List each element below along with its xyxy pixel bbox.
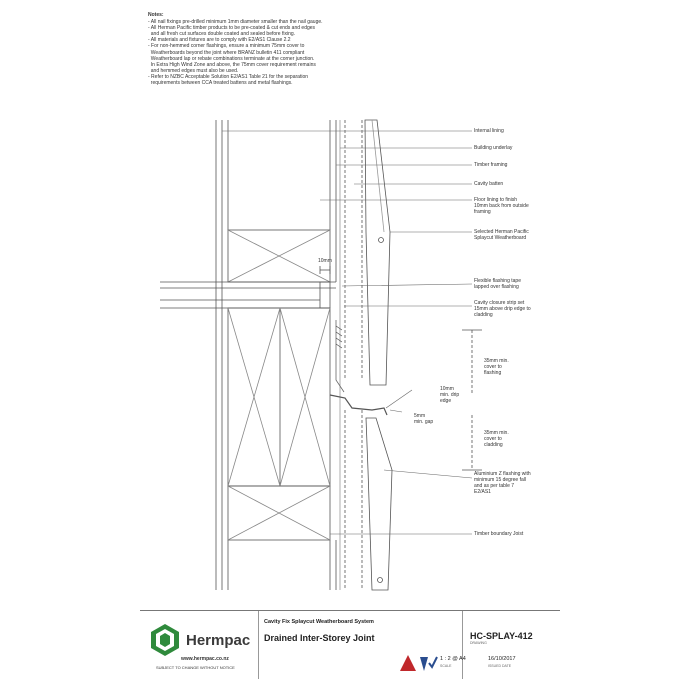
label-boundary-joist: Timber boundary Joist [474, 531, 524, 537]
issued-date: 16/10/2017 [488, 656, 516, 662]
label-floor-lining: Floor lining to finish 10mm back from outside framing [474, 197, 529, 215]
label-building-underlay: Building underlay [474, 145, 513, 151]
scale-value: 1 : 2 @ A4 [440, 656, 466, 662]
scale-caption: SCALE [440, 664, 452, 668]
label-cavity-batten: Cavity batten [474, 181, 504, 187]
note-line: - Refer to NZBC Acceptable Solution E2/AS1 Table 21 for the separation [148, 73, 308, 80]
drawing-number: HC-SPLAY-412 [470, 631, 533, 641]
nail-fixing [379, 238, 384, 243]
notes-title: Notes: [148, 12, 164, 18]
upper-weatherboard [365, 120, 390, 385]
drawing-title: Drained Inter-Storey Joint [264, 633, 375, 643]
title-block [140, 610, 560, 679]
label-drip-edge: 10mm min. drip edge [440, 386, 460, 404]
brand-website: www.hermpac.co.nz [181, 656, 229, 662]
brand-block [148, 621, 276, 677]
drawing-number-caption: DRAWING [470, 641, 487, 645]
note-line: - For non-hemmed corner flashings, ensure a minimum 75mm cover to [148, 43, 305, 50]
note-line: - All Herman Pacific timber products to be pre-coated & cut ends and edges [148, 25, 316, 32]
label-cover-cladding: 35mm min. cover to cladding [484, 430, 509, 448]
brand-name: Hermpac [186, 632, 251, 649]
note-line: Weatherboards beyond the joint where BRANZ bulletin 411 compliant [148, 49, 305, 56]
lower-weatherboard [366, 418, 392, 590]
label-closure-strip: Cavity closure strip set 15mm above drip edge to cladding [474, 300, 531, 318]
subject-to-change: SUBJECT TO CHANGE WITHOUT NOTICE [156, 665, 235, 670]
note-line: In Extra High Wind Zone and above, the 75mm cover requirement remains [148, 61, 316, 68]
label-gap: 5mm min. gap [414, 413, 434, 425]
note-line: Weatherboard lap or rebate combinations terminate at the corner junction. [148, 55, 315, 62]
label-cover-flashing: 35mm min. cover to flashing [484, 358, 509, 376]
nail-fixing [378, 578, 383, 583]
label-z-flashing: Aluminium Z flashing with minimum 15 degree fall and as per table 7 E2/AS1 [474, 471, 531, 495]
hermpac-logo-icon [148, 623, 182, 657]
system-name: Cavity Fix Splaycut Weatherboard System [264, 619, 374, 625]
note-line: - All materials and fixtures are to comply with E2/AS1 Clause 2.2 [148, 37, 291, 44]
note-line: - All nail fixings pre-drilled minimum 1mm diameter smaller than the nail gauge. [148, 19, 323, 26]
label-internal-lining: Internal lining [474, 128, 504, 134]
certification-logos-icon [398, 653, 438, 673]
issued-date-caption: ISSUED DATE [488, 664, 512, 668]
note-line: and hemmed edges must also be used. [148, 67, 239, 74]
boundary-joist [228, 308, 330, 486]
label-weatherboard: Selected Herman Pacific Splaycut Weatherboard [474, 229, 529, 241]
note-line: requirements between CCA treated battens and metal flashings. [148, 80, 293, 87]
label-10mm: 10mm [318, 258, 332, 264]
z-flashing [330, 395, 387, 415]
note-line: and all fresh cut surfaces double coated and sealed before fixing. [148, 31, 296, 38]
label-timber-framing: Timber framing [474, 162, 508, 168]
label-flashing-tape: Flexible flashing tape lapped over flashing [474, 278, 521, 290]
